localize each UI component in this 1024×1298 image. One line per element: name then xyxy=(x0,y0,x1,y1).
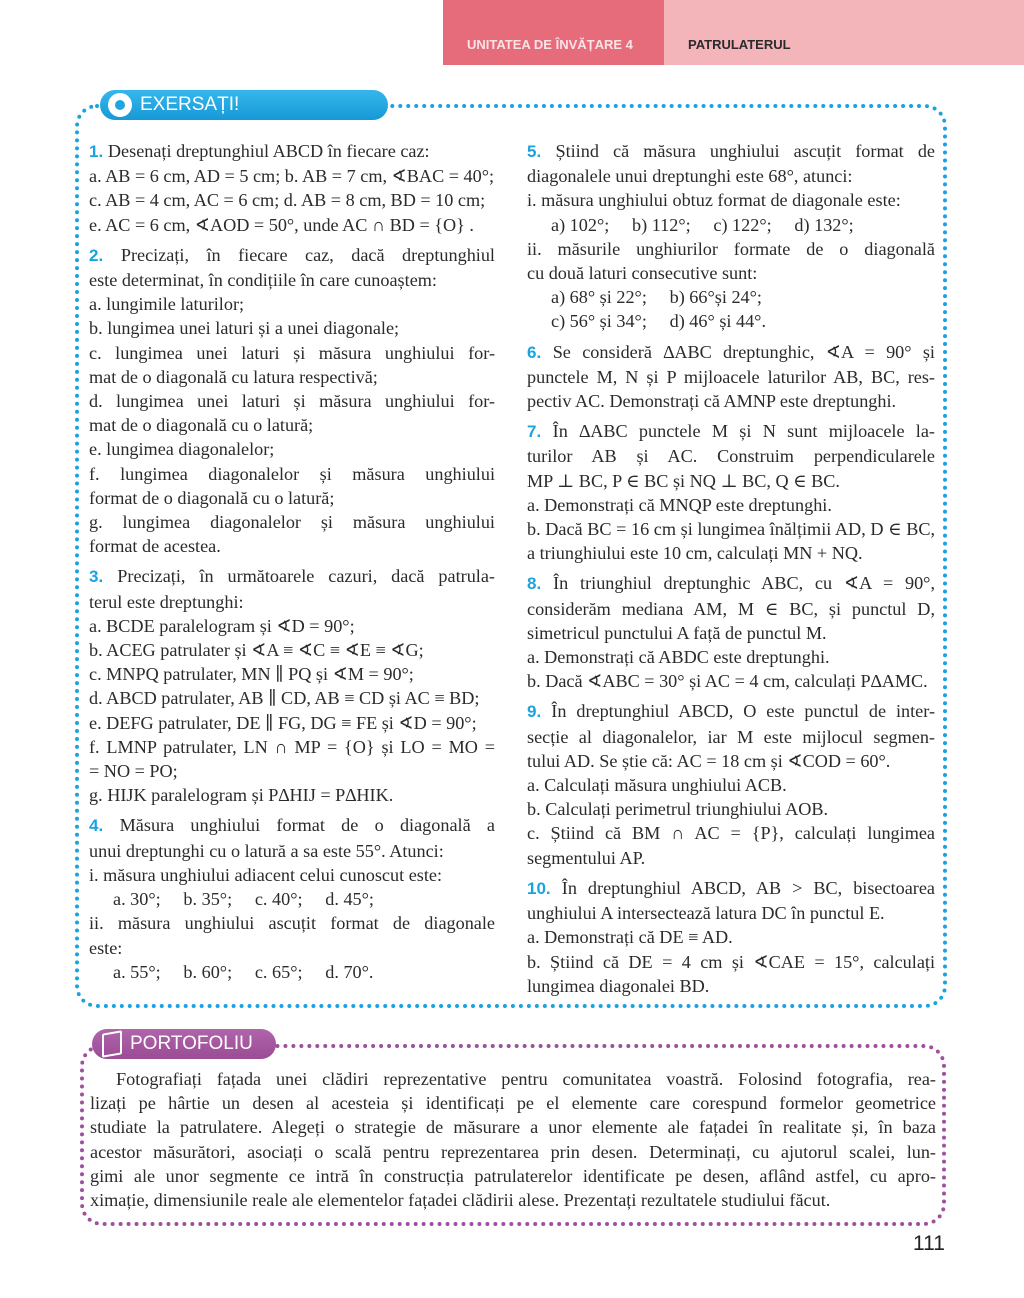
exercise-line: a. lungimile laturilor; xyxy=(89,294,245,315)
exercise-line: segmentului AP. xyxy=(527,847,646,868)
exercise-line: e. lungimea diagonalelor; xyxy=(89,439,275,460)
exercise-3 xyxy=(89,564,495,807)
exercise-line: d. lungimea unei laturi și măsura unghiului for- xyxy=(89,391,495,412)
exercise-line xyxy=(527,419,935,444)
exercise-line: este determinat, în condițiile în care cunoaștem: xyxy=(89,270,437,291)
exercise-line xyxy=(89,243,495,268)
exercise-line: unghiului A intersectează latura DC în punctul E. xyxy=(527,903,885,924)
exercise-line: c. Știind că BM ∩ AC = {P}, calculați lungimea xyxy=(527,823,935,844)
exercise-line: a) 102°; b) 112°; c) 122°; d) 132°; xyxy=(551,214,854,235)
exercise-line: i. măsura unghiului adiacent celui cunoscut este: xyxy=(89,864,443,885)
exercise-line: ii. măsurile unghiurilor formate de o diagonală xyxy=(527,238,935,259)
exercise-4 xyxy=(89,813,495,983)
exercise-line: a. Calculați măsura unghiului ACB. xyxy=(527,775,787,796)
exercise-line: b. Dacă BC = 16 cm și lungimea înălțimii AD, D ∈ BC, xyxy=(527,519,935,540)
portfolio-book-icon xyxy=(102,1030,122,1058)
exercise-line: considerăm mediana AM, M ∈ BC, și punctul D, xyxy=(527,598,935,619)
exercise-line: mat de o diagonală cu latura respectivă; xyxy=(89,366,378,387)
exercise-line: a. 55°; b. 60°; c. 65°; d. 70°. xyxy=(113,961,374,982)
exercise-line: a. AB = 6 cm, AD = 5 cm; b. AB = 7 cm, ∢BAC = 40°; xyxy=(89,166,495,187)
exercise-1 xyxy=(89,139,495,237)
exercise-line xyxy=(527,876,935,901)
portfolio-title: PORTOFOLIU xyxy=(130,1033,253,1054)
exercises-title-pill xyxy=(100,90,388,120)
portfolio-line: gimi ale unor segmente ce intră în construcția patrulaterelor identificate pe desen, aflând astfel, cu apro- xyxy=(90,1165,936,1186)
exercise-line: i. măsura unghiului obtuz format de diagonale este: xyxy=(527,190,901,211)
exercise-number: 3. xyxy=(89,567,118,587)
exercise-line: este: xyxy=(89,937,123,958)
exercise-line: a. Demonstrați că ABDC este dreptunghi. xyxy=(527,647,830,668)
exercise-line: f. lungimea diagonalelor și măsura unghiului xyxy=(89,463,495,484)
exercise-text: În dreptunghiul ABCD, O este punctul de inter- xyxy=(551,701,935,722)
exercise-line: a. 30°; b. 35°; c. 40°; d. 45°; xyxy=(113,889,374,910)
portfolio-line: studiate la patrulatere. Alegeți o strategie de măsurare a unor elemente ale fațadei în realitate și, în baza xyxy=(90,1117,936,1138)
exercise-line: ii. măsura unghiului ascuțit format de diagonale xyxy=(89,913,495,934)
exercise-text: Desenați dreptunghiul ABCD în fiecare caz: xyxy=(107,141,430,161)
exercise-line xyxy=(527,571,935,596)
portfolio-line: lizați pe hârtie un desen al acesteia și identificați pe el elemente care corespund formelor geometrice xyxy=(90,1093,936,1114)
exercise-7 xyxy=(527,419,935,565)
exercise-text: Știind că măsura unghiului ascuțit format de xyxy=(555,141,935,161)
exercise-text: Precizați, în următoarele cazuri, dacă patrula- xyxy=(117,566,495,587)
exercise-line: g. lungimea diagonalelor și măsura unghiului xyxy=(89,512,495,533)
exercise-number: 10. xyxy=(527,878,562,898)
exercise-line: a) 68° și 22°; b) 66°și 24°; xyxy=(551,287,762,308)
exercise-line: terul este dreptunghi: xyxy=(89,591,244,612)
portfolio-line: acestor măsurători, asociați o scală pentru reprezentarea prin desen. Determinați, cu ajutorul scalei, lun- xyxy=(90,1141,936,1162)
exercise-text: Se consideră ∆ABC dreptunghic, ∢A = 90° și xyxy=(552,341,935,362)
chapter-header xyxy=(664,0,1024,65)
exercise-line: pectiv AC. Demonstrați că AMNP este dreptunghi. xyxy=(527,391,897,412)
exercise-line: a. Demonstrați că DE ≡ AD. xyxy=(527,927,733,948)
exercise-line: b. lungimea unei laturi și a unei diagonale; xyxy=(89,318,400,339)
chapter-label: PATRULATERUL xyxy=(688,37,791,52)
exercise-line: cu două laturi consecutive sunt: xyxy=(527,263,758,284)
exercise-line: simetricul punctului A față de punctul M. xyxy=(527,622,827,643)
portfolio-title-pill xyxy=(92,1029,276,1059)
exercise-line: c. AB = 4 cm, AC = 6 cm; d. AB = 8 cm, BD = 10 cm; xyxy=(89,190,486,211)
exercise-line: a. Demonstrați că MNQP este dreptunghi. xyxy=(527,494,832,515)
exercise-line: c. MNPQ patrulater, MN ∥ PQ și ∢M = 90°; xyxy=(89,664,414,685)
exercise-9 xyxy=(527,699,935,869)
exercise-line: mat de o diagonală cu o latură; xyxy=(89,415,314,436)
exercise-line: secție al diagonalelor, iar M este mijlocul segmen- xyxy=(527,726,935,747)
exercise-line: punctele M, N și P mijloacele laturilor AB, BC, res- xyxy=(527,366,935,387)
exercise-6 xyxy=(527,340,935,414)
exercise-line: e. DEFG patrulater, DE ∥ FG, DG ≡ FE și ∢D = 90°; xyxy=(89,712,477,733)
unit-label: UNITATEA DE ÎNVĂȚARE 4 xyxy=(467,37,633,52)
portfolio-text xyxy=(90,1067,936,1212)
exercise-line: diagonalele unui dreptunghi este 68°, atunci: xyxy=(527,166,853,187)
exercise-line: e. AC = 6 cm, ∢AOD = 50°, unde AC ∩ BD = {O} . xyxy=(89,214,474,235)
exercise-line: unui dreptunghi cu o latură a sa este 55°. Atunci: xyxy=(89,840,444,861)
exercise-text: Precizați, în fiecare caz, dacă dreptunghiul xyxy=(120,244,495,265)
exercise-line: c. lungimea unei laturi și măsura unghiului for- xyxy=(89,342,495,363)
exercise-line: a. BCDE paralelogram și ∢D = 90°; xyxy=(89,615,355,636)
exercise-line xyxy=(89,564,495,589)
portfolio-line: Fotografiați fațada unei clădiri reprezentative pentru comunitatea voastră. Folosind fotografia, rea- xyxy=(116,1069,936,1089)
exercises-title: EXERSAȚI! xyxy=(140,94,240,115)
page-number: 111 xyxy=(913,1232,945,1255)
exercise-line: turilor AB și AC. Construim perpendicularele xyxy=(527,446,935,467)
exercise-line: format de acestea. xyxy=(89,536,221,557)
exercise-number: 7. xyxy=(527,422,553,442)
exercise-2 xyxy=(89,243,495,559)
exercise-line: tului AD. Se știe că: AC = 18 cm și ∢COD = 60°. xyxy=(527,750,891,771)
exercise-line: b. Dacă ∢ABC = 30° și AC = 4 cm, calculați P∆AMC. xyxy=(527,671,928,692)
exercise-number: 1. xyxy=(89,142,108,161)
exercise-text: Măsura unghiului format de o diagonală a xyxy=(119,815,495,836)
exercise-number: 9. xyxy=(527,702,552,722)
exercise-number: 8. xyxy=(527,574,554,594)
exercise-line xyxy=(527,699,935,724)
exercise-line: lungimea diagonalei BD. xyxy=(527,975,710,996)
exercise-line: format de o diagonală cu o latură; xyxy=(89,487,335,508)
exercise-number: 2. xyxy=(89,245,121,265)
portfolio-line: ximație, dimensiunile reale ale elementelor fațadei clădirii alese. Prezentați rezultatele studiului făcut. xyxy=(90,1190,831,1211)
exercise-line: MP ⊥ BC, P ∈ BC și NQ ⊥ BC, Q ∈ BC. xyxy=(527,470,840,491)
exercise-line xyxy=(89,139,495,164)
exercise-line: b. Știind că DE = 4 cm și ∢CAE = 15°, calculați xyxy=(527,951,935,972)
exercise-10 xyxy=(527,876,935,998)
exercise-number: 5. xyxy=(527,142,556,161)
exercise-text: În dreptunghiul ABCD, AB > BC, bisectoarea xyxy=(561,877,935,898)
exercise-line: c) 56° și 34°; d) 46° și 44°. xyxy=(551,311,766,332)
exercise-number: 4. xyxy=(89,816,120,836)
exercise-8 xyxy=(527,571,935,693)
exercise-line: a triunghiului este 10 cm, calculați MN + NQ. xyxy=(527,543,863,564)
exercise-line xyxy=(527,340,935,365)
exercise-line: b. ACEG patrulater și ∢A ≡ ∢C ≡ ∢E ≡ ∢G; xyxy=(89,640,424,661)
gear-icon xyxy=(110,95,130,115)
exercise-5 xyxy=(527,139,935,334)
exercises-right-column xyxy=(527,139,935,1004)
exercise-number: 6. xyxy=(527,342,553,362)
exercise-line xyxy=(89,813,495,838)
exercise-text: În ∆ABC punctele M și N sunt mijloacele la- xyxy=(552,421,935,442)
unit-header xyxy=(443,0,664,65)
exercise-line: b. Calculați perimetrul triunghiului AOB. xyxy=(527,799,829,820)
exercise-line: d. ABCD patrulater, AB ∥ CD, AB ≡ CD și AC ≡ BD; xyxy=(89,688,480,709)
exercise-line: g. HIJK paralelogram și P∆HIJ = P∆HIK. xyxy=(89,785,394,806)
exercise-line: f. LMNP patrulater, LN ∩ MP = {O} și LO = MO = xyxy=(89,736,495,757)
exercises-left-column xyxy=(89,139,495,990)
exercise-line xyxy=(527,139,935,164)
exercise-text: În triunghiul dreptunghic ABC, cu ∢A = 90°, xyxy=(553,573,935,594)
exercise-line: = NO = PO; xyxy=(89,761,178,782)
